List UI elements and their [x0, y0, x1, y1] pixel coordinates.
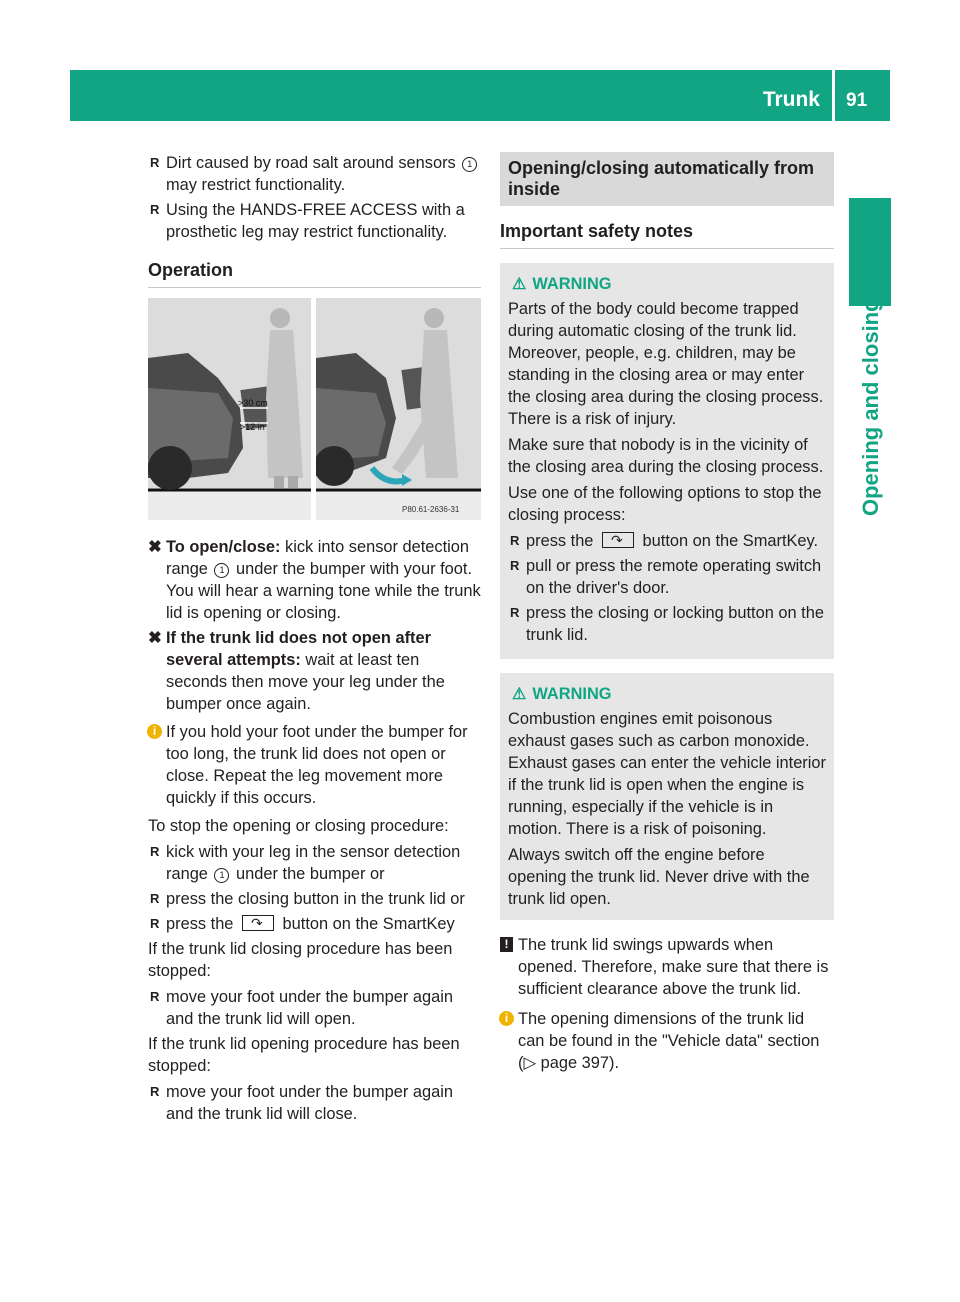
- warning-icon: ⚠: [512, 276, 527, 293]
- warning-text: Parts of the body could become trapped during automatic closing of the trunk lid. Moreover, people, e.g. children, may be standing in the closing area or may enter the closing area during the closing process. There is a risk of injury.: [508, 300, 824, 428]
- list-item: R press the ↷ button on the SmartKey.: [508, 530, 826, 552]
- warning-title: ⚠ WARNING: [508, 683, 826, 706]
- warning-text: Make sure that nobody is in the vicinity of the closing area during the closing process.: [508, 436, 824, 476]
- list-item: R pull or press the remote operating switch on the driver's door.: [508, 555, 826, 599]
- warning-icon: ⚠: [512, 686, 527, 703]
- figure-panel-left: [148, 298, 311, 520]
- info-icon: i: [147, 724, 162, 739]
- sensor-marker-icon: 1: [214, 868, 229, 883]
- list-item: R press the closing button in the trunk lid or: [148, 888, 481, 910]
- left-column: [148, 152, 481, 1128]
- instruction-step: ✖ To open/close: kick into sensor detection range 1 under the bumper with your foot. You will hear a warning tone while the trunk lid is opening or closing.: [148, 538, 481, 622]
- paragraph: To stop the opening or closing procedure:: [148, 817, 449, 835]
- figure-panel-right: [316, 298, 481, 520]
- safety-heading: Important safety notes: [500, 220, 834, 249]
- warning-text: Always switch off the engine before opening the trunk lid. Never drive with the trunk lid open.: [508, 846, 810, 908]
- step-arrow-icon: ✖: [148, 629, 162, 647]
- exclamation-icon: !: [500, 937, 513, 952]
- page-number: 91: [846, 90, 868, 111]
- instruction-step: ✖ If the trunk lid does not open after several attempts: wait at least ten seconds then move your leg under the bumper once again.: [148, 629, 445, 713]
- warning-box: [500, 673, 834, 920]
- sensor-marker-icon: 1: [214, 563, 229, 578]
- paragraph: If the trunk lid closing procedure has been stopped:: [148, 940, 453, 980]
- sensor-marker-icon: 1: [462, 157, 477, 172]
- info-note: i If you hold your foot under the bumper for too long, the trunk lid does not open or close. Repeat the leg movement more quickly if this occurs.: [148, 721, 481, 809]
- section-tab: [849, 198, 891, 306]
- section-title: Opening/closing automatically from inside: [500, 152, 834, 206]
- trunk-key-icon: [602, 532, 634, 548]
- caution-note: ! The trunk lid swings upwards when opened. Therefore, make sure that there is sufficient clearance above the trunk lid.: [500, 934, 834, 1000]
- warning-box: [500, 263, 834, 659]
- list-item: R press the closing or locking button on the trunk lid.: [508, 602, 826, 646]
- operation-figure: [148, 298, 481, 520]
- car-kick-illustration-right: [316, 298, 481, 520]
- list-item: R kick with your leg in the sensor detection range 1 under the bumper or: [148, 841, 481, 885]
- distance-label-near: >12 in: [240, 422, 265, 432]
- warning-text: Use one of the following options to stop the closing process:: [508, 484, 822, 524]
- list-item: R Dirt caused by road salt around sensors 1 may restrict functionality.: [148, 152, 481, 196]
- list-item: R move your foot under the bumper again and the trunk lid will close.: [148, 1081, 481, 1125]
- header-separator: [832, 70, 835, 121]
- paragraph: If the trunk lid opening procedure has been stopped:: [148, 1035, 460, 1075]
- step-arrow-icon: ✖: [148, 538, 162, 556]
- figure-code: P80.61-2636-31: [402, 505, 460, 514]
- page-title: Trunk: [762, 88, 820, 111]
- info-note: i The opening dimensions of the trunk lid can be found in the "Vehicle data" section (▷ page 397).: [500, 1008, 834, 1074]
- info-icon: i: [499, 1011, 514, 1026]
- list-item: R move your foot under the bumper again and the trunk lid will open.: [148, 986, 481, 1030]
- car-person-illustration-left: [148, 298, 311, 520]
- warning-text: Combustion engines emit poisonous exhaust gases such as carbon monoxide. Exhaust gases can enter the vehicle interior if the trunk lid is open when the engine is running, especially if the vehicle is in motion. There is a risk of poisoning.: [508, 710, 826, 838]
- warning-title: ⚠ WARNING: [508, 273, 826, 296]
- distance-label-far: >30 cm: [238, 398, 268, 408]
- operation-heading: Operation: [148, 259, 481, 288]
- right-column: [500, 152, 834, 1077]
- side-section-label: Opening and closing: [858, 298, 883, 516]
- trunk-key-icon: [242, 915, 274, 931]
- list-item: R press the ↷ button on the SmartKey: [148, 913, 481, 935]
- list-item: R Using the HANDS-FREE ACCESS with a prosthetic leg may restrict functionality.: [148, 199, 481, 243]
